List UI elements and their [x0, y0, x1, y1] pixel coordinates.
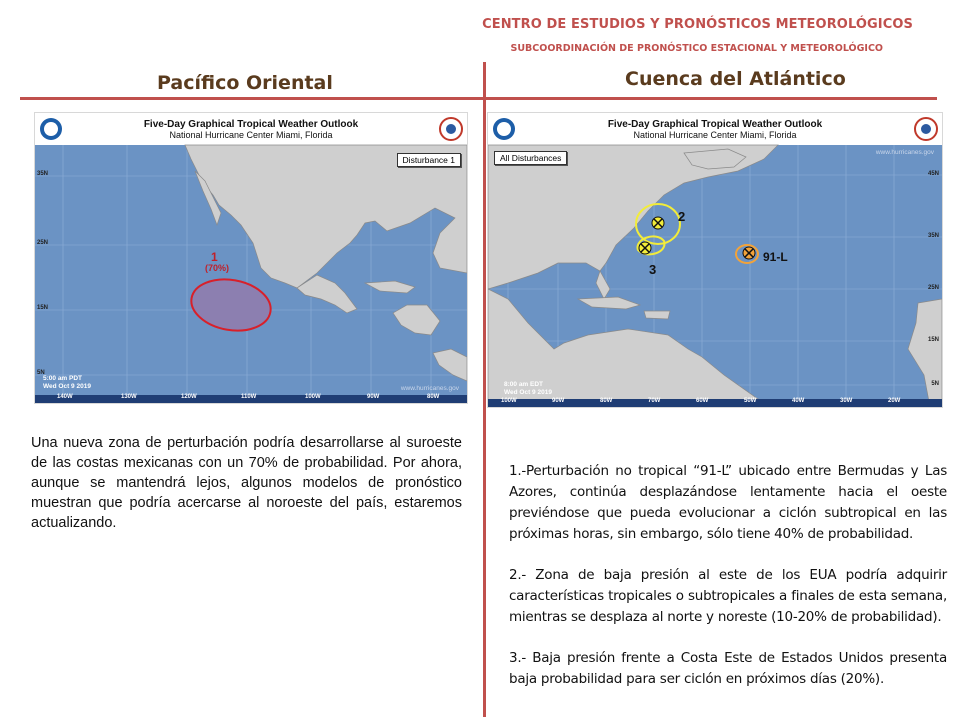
- lat-label: 35N: [37, 171, 49, 177]
- header-subtitle: SUBCOORDINACIÓN DE PRONÓSTICO ESTACIONAL Y METEOROLÓGICO: [510, 43, 883, 54]
- atlantic-paragraph-3: 3.- Baja presión frente a Costa Este de Estados Unidos presenta baja probabilidad para ser ciclón en próximos días (20%).: [509, 650, 947, 687]
- lon-label: 100W: [501, 398, 517, 404]
- lon-label: 130W: [121, 394, 137, 400]
- lat-label: 5N: [931, 381, 939, 387]
- vertical-divider: [483, 62, 486, 717]
- lon-label: 60W: [696, 398, 709, 404]
- lat-label: 45N: [927, 171, 939, 177]
- disturbance-probability-label: (70%): [205, 263, 230, 273]
- disturbance-number-label: 1: [211, 250, 218, 264]
- pacific-map-subtitle: National Hurricane Center Miami, Florida: [169, 130, 333, 140]
- section-title-atlantic: Cuenca del Atlántico: [625, 68, 846, 90]
- lon-label: 110W: [241, 394, 257, 400]
- atlantic-map-title: Five-Day Graphical Tropical Weather Outlook: [607, 119, 823, 130]
- atlantic-outlook-map: [487, 112, 943, 408]
- lon-label: 90W: [552, 398, 565, 404]
- lat-label: 35N: [927, 233, 939, 239]
- lon-label: 90W: [367, 394, 380, 400]
- lat-label: 25N: [37, 240, 49, 246]
- pacific-description: Una nueva zona de perturbación podría desarrollarse al suroeste de las costas mexicanas con un 70% de probabilidad. Por ahora, aunque se mantendrá lejos, algunos modelos de pronóstico muestran que podría acercarse al noroeste del país, estaremos actualizando.: [31, 435, 462, 531]
- lon-label: 120W: [181, 394, 197, 400]
- pacific-map-date: Wed Oct 9 2019: [43, 383, 91, 390]
- atlantic-map-date: Wed Oct 9 2019: [504, 389, 552, 396]
- lat-label: 25N: [927, 285, 939, 291]
- pacific-map-watermark: www.hurricanes.gov: [400, 385, 459, 392]
- pacific-map-title: Five-Day Graphical Tropical Weather Outlook: [143, 119, 359, 130]
- lon-label: 20W: [888, 398, 901, 404]
- disturbance-chip: Disturbance 1: [397, 153, 461, 167]
- disturbance-2-label: 2: [678, 209, 686, 224]
- lat-label: 15N: [37, 305, 49, 311]
- lon-label: 50W: [744, 398, 757, 404]
- lon-label: 100W: [305, 394, 321, 400]
- disturbance-3-label: 3: [649, 262, 657, 277]
- header-title: CENTRO DE ESTUDIOS Y PRONÓSTICOS METEOROLÓGICOS: [482, 17, 913, 32]
- lon-label: 70W: [648, 398, 661, 404]
- atlantic-description: [509, 461, 947, 710]
- pacific-outlook-map: [34, 112, 468, 404]
- atlantic-map-subtitle: National Hurricane Center Miami, Florida: [633, 130, 797, 140]
- section-title-pacific: Pacífico Oriental: [157, 72, 333, 94]
- lon-label: 40W: [792, 398, 805, 404]
- lon-label: 140W: [57, 394, 73, 400]
- lon-label: 80W: [600, 398, 613, 404]
- atlantic-paragraph-2: 2.- Zona de baja presión al este de los EUA podría adquirir características tropicales o subtropicales a finales de esta semana, mientras se desplaza al norte y noreste (10-20% de probabilidad).: [509, 567, 947, 625]
- lon-label: 80W: [427, 394, 440, 400]
- lat-label: 5N: [37, 370, 45, 376]
- pacific-map-time: 5:00 am PDT: [43, 375, 83, 382]
- lon-label: 30W: [840, 398, 853, 404]
- atlantic-map-watermark: www.hurricanes.gov: [875, 149, 934, 156]
- all-disturbances-chip: All Disturbances: [494, 151, 567, 165]
- atlantic-paragraph-1: 1.-Perturbación no tropical “91-L” ubicado entre Bermudas y Las Azores, continúa desplazándose lentamente hacia el oeste previéndose que pueda evolucionar a ciclón subtropical en las próximas horas, sin embargo, sólo tiene 40% de probabilidad.: [509, 463, 947, 542]
- atlantic-map-time: 8:00 am EDT: [504, 381, 544, 388]
- horizontal-divider: [20, 97, 937, 100]
- disturbance-91l-label: 91-L: [763, 250, 788, 264]
- lat-label: 15N: [927, 337, 939, 343]
